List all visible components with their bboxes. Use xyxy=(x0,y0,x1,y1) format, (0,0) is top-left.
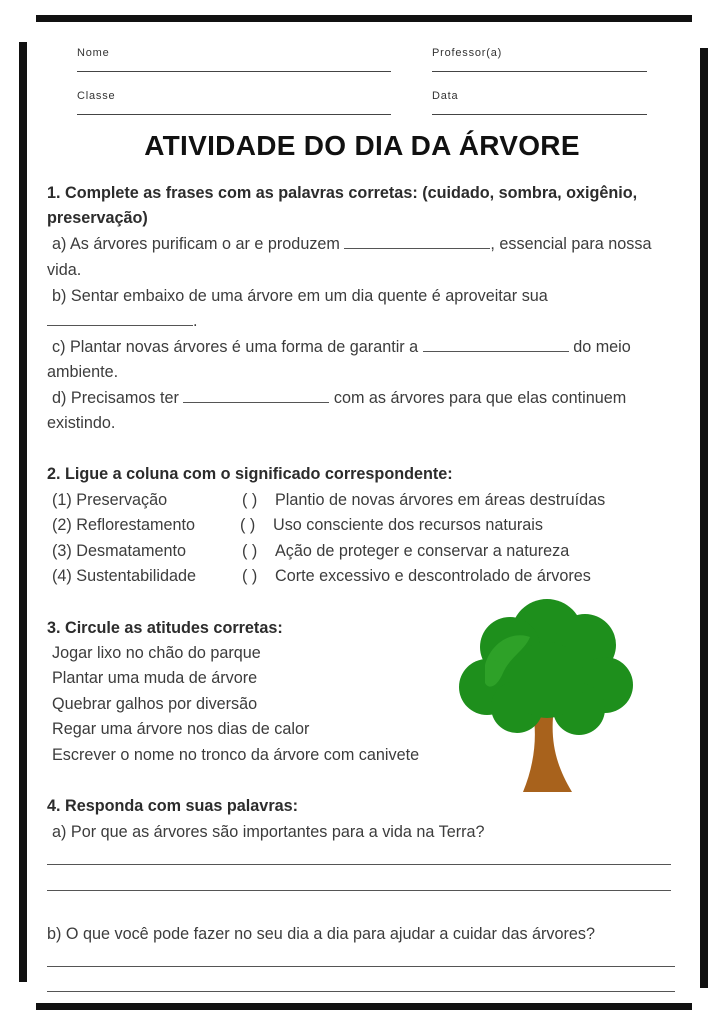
page-title: ATIVIDADE DO DIA DA ÁRVORE xyxy=(144,130,580,161)
q4-a-answer-line-1[interactable] xyxy=(47,864,671,865)
tree-icon xyxy=(455,595,640,795)
q4-b-answer-line-2[interactable] xyxy=(47,991,675,992)
q1-d-blank[interactable] xyxy=(183,390,329,403)
q2-right-4: Corte excessivo e descontrolado de árvores xyxy=(275,567,591,585)
q1-c-blank[interactable] xyxy=(423,339,569,352)
q1-c-cont: ambiente. xyxy=(47,363,119,381)
q2-left-4: (4) Sustentabilidade xyxy=(52,567,196,585)
q4-a-answer-line-2[interactable] xyxy=(47,890,671,891)
q2-left-1: (1) Preservação xyxy=(52,491,168,509)
bottom-border xyxy=(36,1003,692,1010)
q2-left-3: (3) Desmatamento xyxy=(52,542,187,560)
q2-paren-4[interactable]: ( ) xyxy=(242,567,258,585)
q2-right-1: Plantio de novas árvores em áreas destruídas xyxy=(275,491,606,509)
q3-item-1[interactable]: Jogar lixo no chão do parque xyxy=(52,644,261,662)
q1-heading-line2: preservação) xyxy=(47,209,148,227)
q1-d-text-after: com as árvores para que elas continuem xyxy=(333,389,627,407)
q3-item-3[interactable]: Quebrar galhos por diversão xyxy=(52,695,258,713)
teacher-line xyxy=(432,71,647,72)
q4-a-question: a) Por que as árvores são importantes para a vida na Terra? xyxy=(52,823,485,841)
class-field[interactable] xyxy=(77,90,391,115)
name-line xyxy=(77,71,391,72)
date-label: Data xyxy=(432,90,459,102)
q2-paren-2[interactable]: ( ) xyxy=(240,516,256,534)
q1-a xyxy=(52,235,651,254)
name-label: Nome xyxy=(77,47,110,59)
q1-a-cont: vida. xyxy=(47,261,82,279)
q1-b-blank[interactable] xyxy=(47,313,193,326)
q1-b: b) Sentar embaixo de uma árvore em um dia quente é aproveitar sua xyxy=(52,287,548,305)
q1-d xyxy=(52,389,626,408)
date-field[interactable] xyxy=(432,90,647,115)
q3-item-2[interactable]: Plantar uma muda de árvore xyxy=(52,669,258,687)
q2-left-2: (2) Reflorestamento xyxy=(52,516,196,534)
q1-a-blank[interactable] xyxy=(344,236,490,249)
q1-heading-line1: 1. Complete as frases com as palavras corretas: (cuidado, sombra, oxigênio, xyxy=(47,184,638,202)
q1-c xyxy=(52,338,631,357)
q4-b-question: b) O que você pode fazer no seu dia a dia para ajudar a cuidar das árvores? xyxy=(47,925,596,943)
q4-b-answer-line-1[interactable] xyxy=(47,966,675,967)
teacher-field[interactable] xyxy=(432,47,647,72)
q1-a-text-after: , essencial para nossa xyxy=(490,235,652,253)
name-field[interactable] xyxy=(77,47,391,72)
q1-c-text: c) Plantar novas árvores é uma forma de garantir a xyxy=(52,338,419,356)
top-border xyxy=(36,15,692,22)
q1-b-cont xyxy=(47,312,198,331)
q2-paren-1[interactable]: ( ) xyxy=(242,491,258,509)
q1-d-cont: existindo. xyxy=(47,414,116,432)
teacher-label: Professor(a) xyxy=(432,47,503,59)
q3-item-4[interactable]: Regar uma árvore nos dias de calor xyxy=(52,720,310,738)
q2-paren-3[interactable]: ( ) xyxy=(242,542,258,560)
class-label: Classe xyxy=(77,90,116,102)
right-border xyxy=(700,48,708,988)
class-line xyxy=(77,114,391,115)
q2-right-3: Ação de proteger e conservar a natureza xyxy=(275,542,570,560)
left-border xyxy=(19,42,27,982)
q1-b-text-after: . xyxy=(193,312,198,330)
q2-right-2: Uso consciente dos recursos naturais xyxy=(273,516,543,534)
q3-item-5[interactable]: Escrever o nome no tronco da árvore com canivete xyxy=(52,746,420,764)
q1-c-text-after: do meio xyxy=(573,338,631,356)
q4-heading: 4. Responda com suas palavras: xyxy=(47,797,299,815)
q1-a-text: a) As árvores purificam o ar e produzem xyxy=(52,235,340,253)
q3-heading: 3. Circule as atitudes corretas: xyxy=(47,619,283,637)
date-line xyxy=(432,114,647,115)
q1-d-text: d) Precisamos ter xyxy=(52,389,179,407)
q2-heading: 2. Ligue a coluna com o significado correspondente: xyxy=(47,465,453,483)
